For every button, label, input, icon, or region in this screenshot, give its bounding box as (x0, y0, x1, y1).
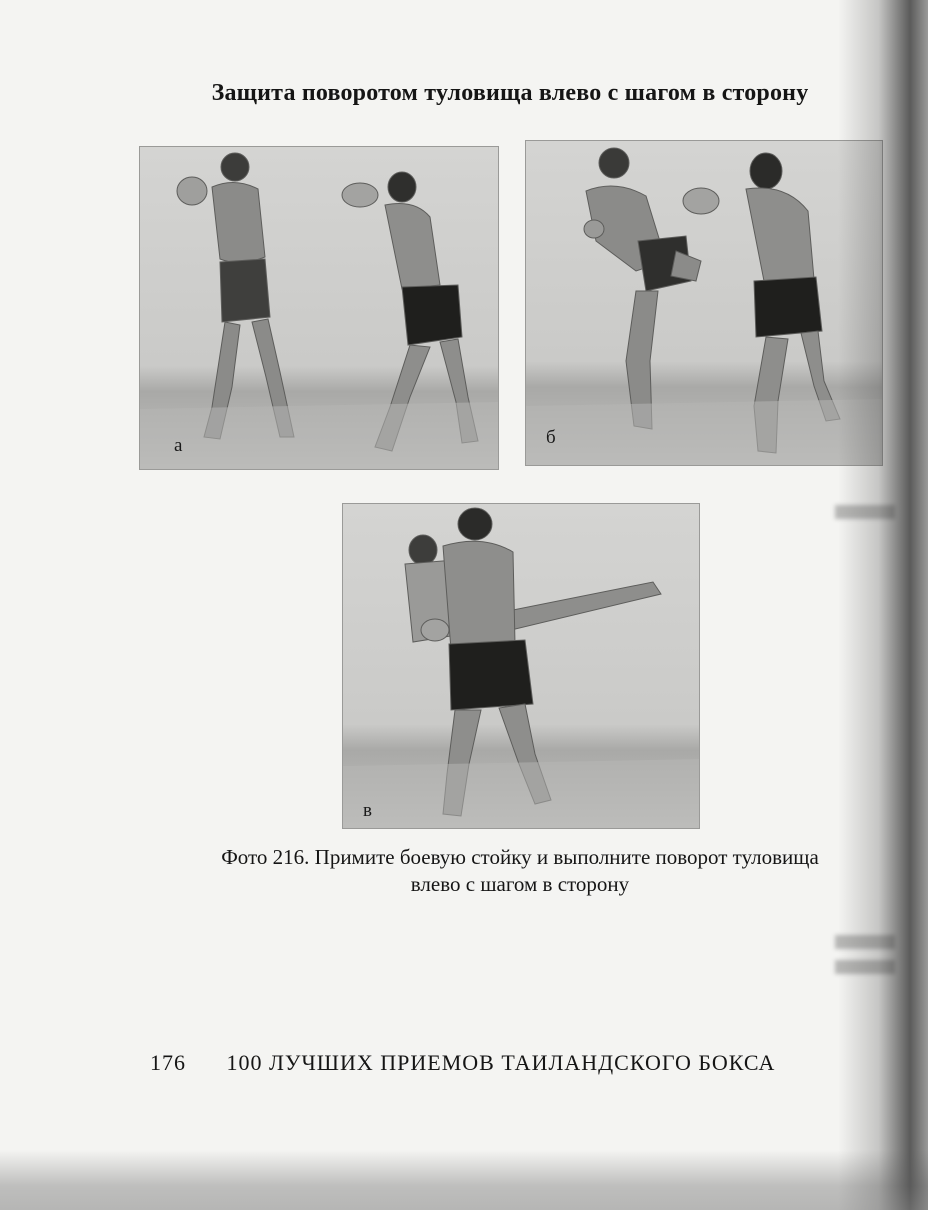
page-footer (150, 1050, 850, 1076)
photo-b (525, 140, 883, 466)
photo-label-v: в (363, 800, 372, 821)
section-heading: Защита поворотом туловища влево с шагом в сторону (211, 80, 809, 106)
photo-caption (150, 844, 890, 898)
photo-label-b: б (546, 427, 556, 448)
boxers-stance-illustration (140, 147, 498, 469)
page-gutter-shadow (838, 0, 928, 1210)
boxer-knee-strike-illustration (526, 141, 882, 465)
photo-a (139, 146, 499, 470)
photo-v (342, 503, 700, 829)
page-bottom-shadow (0, 1150, 928, 1210)
caption-line-1: Фото 216. Примите боевую стойку и выполните поворот туловища (221, 845, 819, 869)
running-title: 100 ЛУЧШИХ ПРИЕМОВ ТАИЛАНДСКОГО БОКСА (226, 1050, 776, 1075)
page-number: 176 (150, 1050, 186, 1075)
boxers-side-kick-illustration (343, 504, 699, 828)
photo-label-a: а (174, 435, 183, 456)
caption-line-2: влево с шагом в сторону (410, 872, 630, 896)
